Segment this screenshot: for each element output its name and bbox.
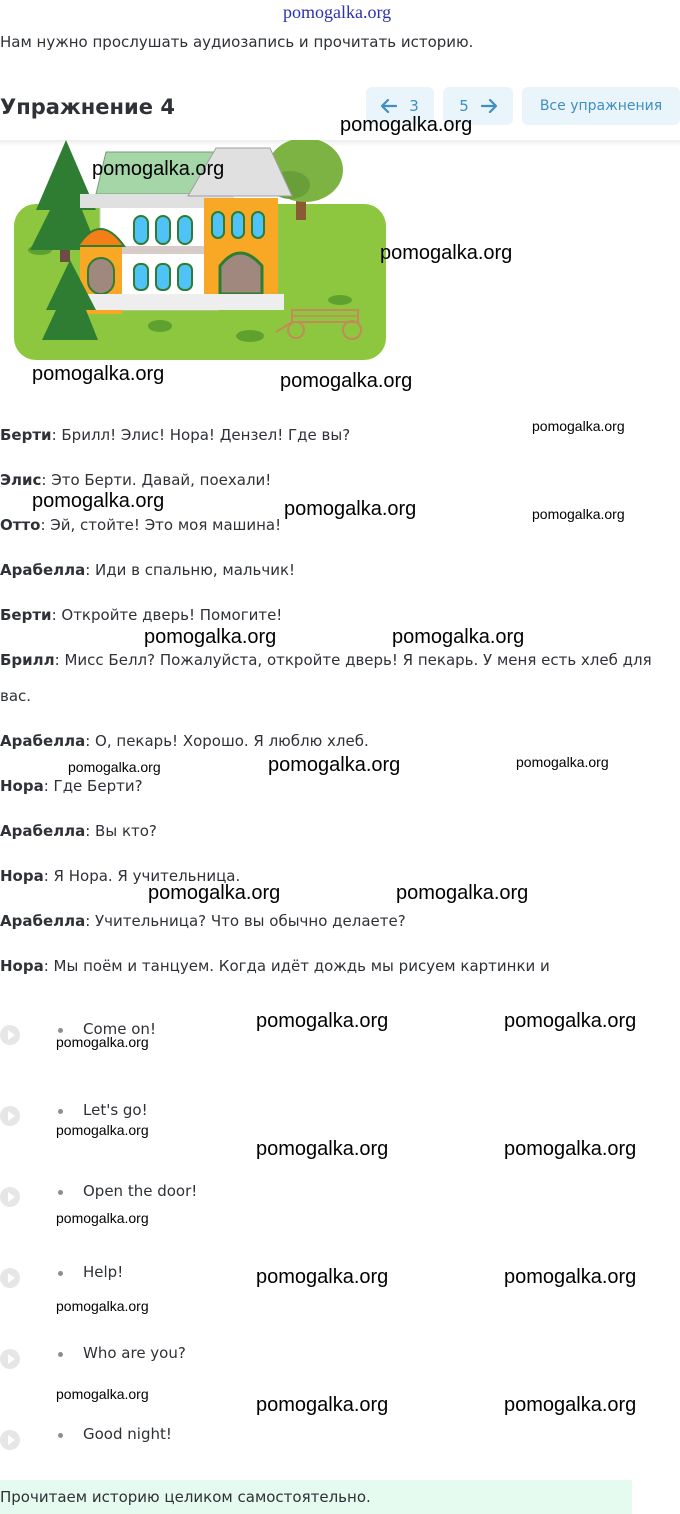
phrase-item: Good night! (83, 1425, 172, 1443)
play-icon (8, 1354, 15, 1364)
watermark: pomogalka.org (32, 363, 165, 385)
line-text: : Где Берти? (43, 777, 143, 795)
intro-text: Нам нужно прослушать аудиозапись и прочитать историю. (0, 33, 474, 51)
speaker-name: Арабелла (0, 561, 86, 579)
line-text: : Откройте дверь! Помогите! (51, 606, 283, 624)
watermark: pomogalka.org (56, 1122, 149, 1138)
play-icon (8, 1111, 15, 1121)
play-audio-button[interactable] (0, 1430, 20, 1450)
line-text: : Я Нора. Я учительница. (43, 867, 241, 885)
watermark: pomogalka.org (532, 506, 625, 522)
bullet-icon (58, 1271, 63, 1276)
phrase-item: Come on! (83, 1020, 156, 1038)
phrase-item: Who are you? (83, 1344, 186, 1362)
watermark: pomogalka.org (144, 626, 277, 648)
line-text: : Это Берти. Давай, поехали! (41, 471, 272, 489)
watermark: pomogalka.org (256, 1138, 389, 1160)
dialogue-line (0, 561, 295, 579)
watermark: pomogalka.org (148, 882, 281, 904)
bullet-icon (58, 1433, 63, 1438)
dialogue-line (0, 912, 406, 930)
speaker-name: Отто (0, 516, 41, 534)
dialogue-line (0, 777, 143, 795)
line-text: : Мисс Белл? Пожалуйста, откройте дверь! Я пекарь. У меня есть хлеб для (54, 651, 652, 669)
speaker-name: Арабелла (0, 822, 86, 840)
watermark: pomogalka.org (92, 158, 225, 180)
watermark: pomogalka.org (256, 1010, 389, 1032)
arrow-left-icon (381, 99, 397, 113)
prev-exercise-label: 3 (409, 97, 419, 115)
watermark: pomogalka.org (256, 1266, 389, 1288)
play-audio-button[interactable] (0, 1106, 20, 1126)
dialogue-line (0, 687, 31, 705)
bullet-icon (58, 1352, 63, 1357)
dialogue-line (0, 651, 652, 669)
speaker-name: Арабелла (0, 912, 86, 930)
watermark: pomogalka.org (56, 1298, 149, 1314)
play-icon (8, 1435, 15, 1445)
play-audio-button[interactable] (0, 1187, 20, 1207)
speaker-name: Берти (0, 606, 52, 624)
play-icon (8, 1030, 15, 1040)
watermark: pomogalka.org (280, 370, 413, 392)
watermark: pomogalka.org (396, 882, 529, 904)
dialogue-line (0, 957, 550, 975)
exercise-title: Упражнение 4 (0, 95, 175, 119)
watermark: pomogalka.org (268, 754, 401, 776)
line-text: : Брилл! Элис! Нора! Дензел! Где вы? (51, 426, 351, 444)
line-text: : Мы поём и танцуем. Когда идёт дождь мы рисуем картинки и (43, 957, 550, 975)
watermark: pomogalka.org (256, 1394, 389, 1416)
dialogue-line (0, 732, 369, 750)
line-text: вас. (0, 687, 32, 705)
watermark: pomogalka.org (504, 1394, 637, 1416)
play-audio-button[interactable] (0, 1349, 20, 1369)
phrase-item: Help! (83, 1263, 124, 1281)
next-exercise-label: 5 (459, 97, 469, 115)
phrase-item: Let's go! (83, 1101, 148, 1119)
speaker-name: Нора (0, 867, 44, 885)
speaker-name: Берти (0, 426, 52, 444)
watermark: pomogalka.org (56, 1034, 149, 1050)
watermark: pomogalka.org (392, 626, 525, 648)
play-audio-button[interactable] (0, 1268, 20, 1288)
watermark: pomogalka.org (340, 114, 473, 136)
play-audio-button[interactable] (0, 1025, 20, 1045)
dialogue-line (0, 471, 271, 489)
play-icon (8, 1192, 15, 1202)
line-text: : О, пекарь! Хорошо. Я люблю хлеб. (85, 732, 369, 750)
speaker-name: Элис (0, 471, 42, 489)
watermark: pomogalka.org (32, 490, 165, 512)
line-text: : Эй, стойте! Это моя машина! (40, 516, 282, 534)
dialogue-line (0, 606, 282, 624)
dialogue-line (0, 426, 350, 444)
dialogue-line (0, 516, 281, 534)
outro-note: Прочитаем историю целиком самостоятельно. (0, 1480, 632, 1514)
watermark: pomogalka.org (56, 1386, 149, 1402)
speaker-name: Нора (0, 777, 44, 795)
arrow-right-icon (481, 99, 497, 113)
watermark-top: pomogalka.org (283, 2, 392, 22)
line-text: : Учительница? Что вы обычно делаете? (85, 912, 406, 930)
watermark: pomogalka.org (532, 418, 625, 434)
watermark: pomogalka.org (380, 242, 513, 264)
bullet-icon (58, 1109, 63, 1114)
play-icon (8, 1273, 15, 1283)
line-text: : Иди в спальню, мальчик! (85, 561, 296, 579)
watermark: pomogalka.org (56, 1210, 149, 1226)
line-text: : Вы кто? (85, 822, 157, 840)
watermark: pomogalka.org (504, 1266, 637, 1288)
bullet-icon (58, 1028, 63, 1033)
speaker-name: Брилл (0, 651, 55, 669)
watermark: pomogalka.org (504, 1138, 637, 1160)
watermark: pomogalka.org (284, 498, 417, 520)
speaker-name: Нора (0, 957, 44, 975)
dialogue-line (0, 822, 157, 840)
phrase-item: Open the door! (83, 1182, 198, 1200)
speaker-name: Арабелла (0, 732, 86, 750)
all-exercises-button[interactable]: Все упражнения (522, 87, 680, 125)
bullet-icon (58, 1190, 63, 1195)
watermark: pomogalka.org (68, 759, 161, 775)
watermark: pomogalka.org (504, 1010, 637, 1032)
watermark: pomogalka.org (516, 754, 609, 770)
